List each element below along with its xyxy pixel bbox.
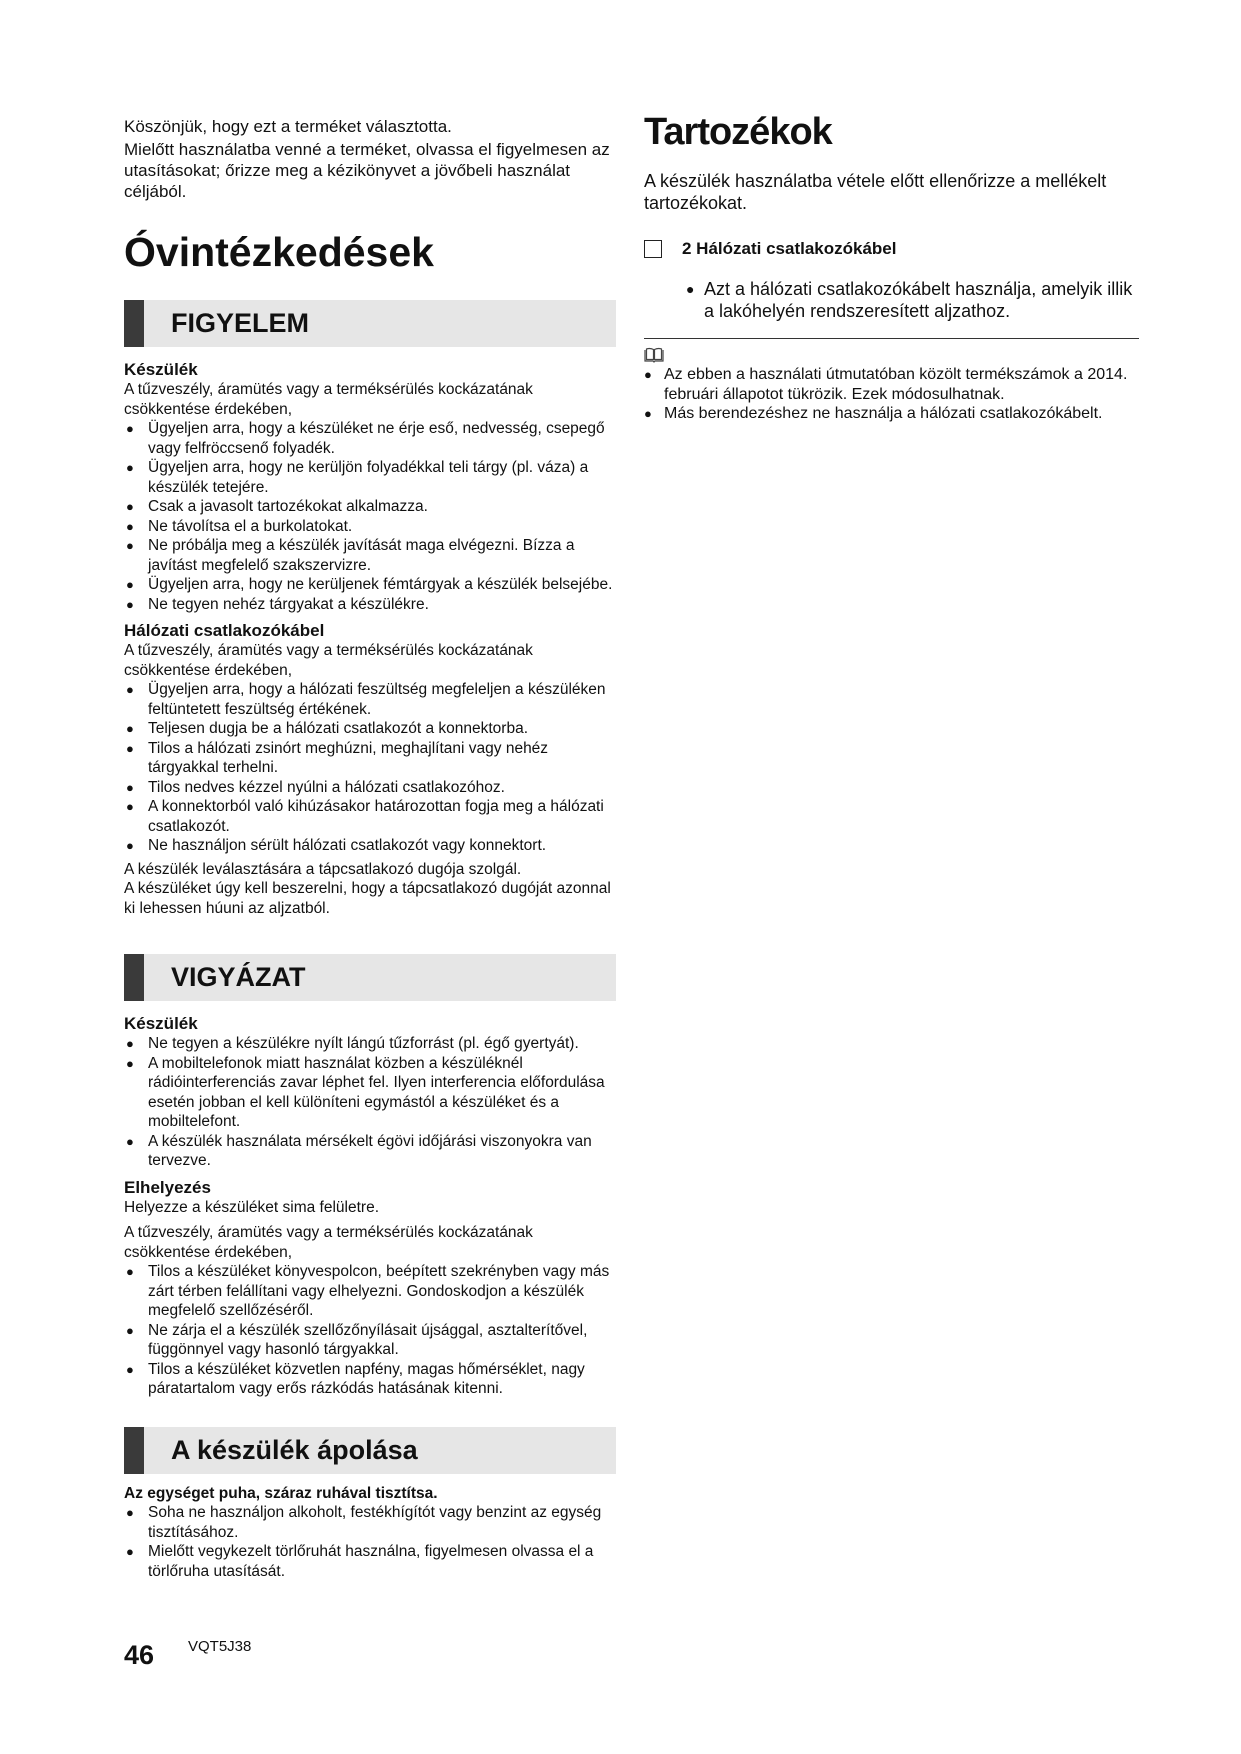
banner-title: FIGYELEM (171, 308, 310, 338)
subsection-title: Készülék (124, 1014, 198, 1033)
bullet-list (124, 1503, 616, 1581)
apolas-content (124, 1484, 616, 1582)
intro-line: Mielőtt használatba venné a terméket, olvassa el figyelmesen az utasításokat; őrizze meg a kézikönyvet a jövőbeli használat céljából. (124, 140, 610, 201)
list-item: ● Ügyeljen arra, hogy a készüléket ne érje eső, nedvesség, csepegő vagy felfröccsenő folyadék. (126, 420, 605, 457)
checkbox[interactable] (644, 240, 662, 258)
list-item: ● Ügyeljen arra, hogy ne kerüljön folyadékkal teli tárgy (pl. váza) a készülék tetejére. (126, 459, 589, 496)
intro (124, 116, 616, 202)
page-number: 46 (124, 1640, 155, 1670)
list-item: ● Az ebben a használati útmutatóban közölt termékszámok a 2014. februári állapotot tükrözik. Ezek módosulhatnak. (644, 366, 1128, 403)
vigyazat-content (124, 1013, 616, 1399)
bullet-list (124, 419, 616, 614)
bullet-list (124, 1034, 616, 1171)
left-column (124, 116, 616, 1581)
list-item: ● A készülék használata mérsékelt égövi időjárási viszonyokra van tervezve. (126, 1132, 592, 1169)
list-item: ● Más berendezéshez ne használja a hálózati csatlakozókábelt. (644, 405, 1103, 422)
subsection-intro: A tűzveszély, áramütés vagy a terméksérülés kockázatának csökkentése érdekében, (124, 642, 533, 679)
subsection-title: Hálózati csatlakozókábel (124, 621, 325, 640)
list-item: ● Csak a javasolt tartozékokat alkalmazza. (126, 498, 428, 515)
section-banner-apolas (124, 1427, 616, 1474)
accessory-bullet-list (644, 278, 1139, 322)
list-item: ● Tilos a hálózati zsinórt meghúzni, meghajlítani vagy nehéz tárgyakkal terhelni. (126, 739, 549, 776)
banner-bar (124, 300, 144, 347)
notes-list (644, 365, 1139, 424)
banner-title: A készülék ápolása (171, 1434, 418, 1465)
paragraph: A készüléket úgy kell beszerelni, hogy a tápcsatlakozó dugóját azonnal ki lehessen húuni az aljzatból. (124, 880, 611, 917)
list-item: ● Ügyeljen arra, hogy ne kerüljenek fémtárgyak a készülék belsejébe. (126, 576, 613, 593)
section-title: Tartozékok (644, 111, 832, 153)
list-item: ● Ne használjon sérült hálózati csatlakozót vagy konnektort. (126, 837, 547, 854)
accessory-checkbox-row (644, 238, 1139, 262)
paragraph: A készülék leválasztására a tápcsatlakozó dugója szolgál. (124, 860, 522, 878)
bullet-list (124, 1262, 616, 1399)
list-item: ● Mielőtt vegykezelt törlőruhát használna, figyelmesen olvassa el a törlőruha utasítását. (126, 1543, 594, 1580)
tartozekok-intro: A készülék használatba vétele előtt ellenőrizze a mellékelt tartozékokat. (644, 171, 1107, 213)
section-banner-vigyazat (124, 954, 616, 1001)
subsection-title: Készülék (124, 360, 198, 379)
subsection-intro: A tűzveszély, áramütés vagy a terméksérülés kockázatának csökkentése érdekében, (124, 381, 533, 418)
list-item: ● A mobiltelefonok miatt használat közben a készüléknél rádióinterferenciás zavar léphet fel. Ilyen interferencia előfordulása esetén jobban el kell különíteni egymástól a készüléket és a mobiltelefont. (126, 1054, 605, 1130)
list-item: ● Ügyeljen arra, hogy a hálózati feszültség megfeleljen a készüléken feltüntetett feszültség értékének. (126, 681, 606, 718)
list-item: ● Ne tegyen nehéz tárgyakat a készülékre. (126, 595, 429, 613)
divider (644, 338, 1139, 339)
list-item: ● Ne távolítsa el a burkolatokat. (126, 517, 353, 535)
list-item: ● Ne próbálja meg a készülék javítását maga elvégezni. Bízza a javítást megfelelő szakszervizre. (126, 537, 575, 574)
accessory-label: 2 Hálózati csatlakozókábel (682, 239, 897, 258)
main-title: Óvintézkedések (124, 229, 434, 275)
bullet-list (124, 680, 616, 856)
banner-bar (124, 954, 144, 1001)
section-banner-figyelem (124, 300, 616, 347)
document-code: VQT5J38 (188, 1638, 252, 1655)
intro-line: Köszönjük, hogy ezt a terméket választotta. (124, 117, 452, 136)
list-item: ● Tilos a készüléket közvetlen napfény, magas hőmérséklet, nagy páratartalom vagy erős rázkódás hatásának kitenni. (126, 1360, 585, 1397)
subsection-title: Elhelyezés (124, 1177, 211, 1197)
list-item: ● Ne zárja el a készülék szellőzőnyílásait újsággal, asztalterítővel, függönnyel vagy hasonló tárgyakkal. (126, 1321, 588, 1358)
book-icon (644, 347, 666, 363)
list-item: ● Tilos nedves kézzel nyúlni a hálózati csatlakozóhoz. (126, 778, 505, 796)
banner-bar (124, 1427, 144, 1474)
list-item: ● Tilos a készüléket könyvespolcon, beépített szekrényben vagy más zárt térben felállítani vagy elhelyezni. Gondoskodjon a készülék megfelelő szellőzéséről. (126, 1263, 610, 1319)
list-item: ● Ne tegyen a készülékre nyílt lángú tűzforrást (pl. égő gyertyát). (126, 1035, 579, 1052)
bold-line: Az egységet puha, száraz ruhával tisztítsa. (124, 1484, 438, 1502)
list-item: ● Teljesen dugja be a hálózati csatlakozót a konnektorba. (126, 720, 528, 737)
list-item: ● Azt a hálózati csatlakozókábelt használja, amelyik illik a lakóhelyén rendszeresített aljzathoz. (686, 279, 1133, 321)
subsection-intro: A tűzveszély, áramütés vagy a terméksérülés kockázatának csökkentése érdekében, (124, 1224, 533, 1261)
list-item: ● Soha ne használjon alkoholt, festékhígítót vagy benzint az egység tisztításához. (126, 1504, 602, 1541)
list-item: ● A konnektorból való kihúzásakor határozottan fogja meg a hálózati csatlakozót. (126, 798, 604, 835)
figyelem-content (124, 359, 616, 918)
right-column (644, 110, 1139, 424)
paragraph: Helyezze a készüléket sima felületre. (124, 1198, 380, 1216)
banner-title: VIGYÁZAT (171, 962, 306, 992)
